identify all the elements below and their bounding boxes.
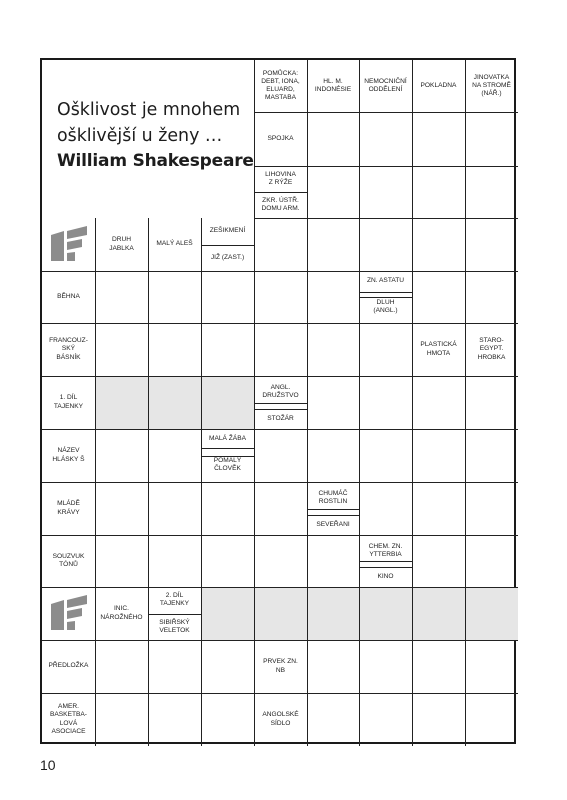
grid-line xyxy=(307,515,359,516)
grid-line xyxy=(201,245,254,246)
clue-pomaly-clovek: POMALÝ ČLOVĚK xyxy=(213,457,242,473)
clue-plasticka-hmota: PLASTICKÁ HMOTA xyxy=(420,341,457,357)
clue-predlozka: PŘEDLOŽKA xyxy=(48,662,89,670)
grid-line xyxy=(148,218,149,746)
grid-line xyxy=(42,535,518,536)
hint-clue-pomucka: POMŮCKA: DEBT, IONA, ELUARD, MASTABA xyxy=(261,69,300,102)
clue-staroegypt: STARO- EGYPT. HROBKA xyxy=(477,337,506,361)
clue-pokladna: POKLADNA xyxy=(420,81,457,89)
grid-line xyxy=(201,448,254,449)
clue-dil1: 1. DÍL TAJENKY xyxy=(53,394,84,410)
grid-line xyxy=(201,218,202,746)
solution-cell xyxy=(201,587,518,640)
grid-line xyxy=(42,482,518,483)
clue-angolske-sidlo: ANGOLSKÉ SÍDLO xyxy=(262,711,299,727)
clue-lihovina: LIHOVINA Z RÝŽE xyxy=(265,170,296,186)
grid-line xyxy=(254,192,307,193)
clue-souzvuk-tonu: SOUZVUK TÓNŮ xyxy=(52,552,85,568)
quote-author: William Shakespeare xyxy=(57,151,254,171)
grid-line xyxy=(359,60,360,746)
clue-kino: KINO xyxy=(377,573,394,581)
quote-line-1: Ošklivost je mnohem xyxy=(57,100,241,120)
publisher-logo-icon xyxy=(49,225,89,263)
grid-line xyxy=(465,60,466,746)
quote-line-2: ošklivější u ženy … xyxy=(57,125,223,146)
grid-line xyxy=(148,614,201,615)
clue-prvek-zn-nb: PRVEK ZN. NB xyxy=(263,658,298,674)
grid-line xyxy=(254,409,307,410)
clue-severani: SEVEŘANI xyxy=(316,520,350,528)
grid-line xyxy=(359,567,412,568)
clue-behna: BĚHNA xyxy=(57,292,80,300)
clue-jinovatka: JINOVATKA NA STROMĚ (NÁŘ.) xyxy=(472,73,511,98)
grid-line xyxy=(412,60,413,746)
grid-line xyxy=(359,292,412,293)
clue-chumac-rostlin: CHUMÁČ ROSTLIN xyxy=(318,490,348,506)
clue-nemocnicni-oddeleni: NEMOCNIČNÍ ODDĚLENÍ xyxy=(364,77,407,93)
page-number: 10 xyxy=(40,757,56,773)
quote xyxy=(57,98,257,175)
clue-dil2: 2. DÍL TAJENKY xyxy=(159,592,190,608)
clue-maly-ales: MALÝ ALEŠ xyxy=(156,240,193,248)
clue-angl-druzstvo: ANGL. DRUŽSTVO xyxy=(262,384,299,400)
clue-zesikmeni: ZEŠIKMENÍ xyxy=(209,227,246,235)
clue-zkr-ustr: ZKR. ÚSTŘ. DOMU ARM. xyxy=(261,196,300,212)
clue-chem-zn-ytterbia: CHEM. ZN. YTTERBIA xyxy=(368,543,403,559)
clue-mala-zaba: MALÁ ŽÁBA xyxy=(208,434,246,442)
clue-amer-basket: AMER. BASKETBA- LOVÁ ASOCIACE xyxy=(49,703,87,735)
clue-zn-astatu: ZN. ASTATU xyxy=(366,277,405,285)
clue-sibirsky-veletok: SIBIŘSKÝ VELETOK xyxy=(159,618,190,634)
clue-spojka: SPOJKA xyxy=(267,134,294,142)
clue-inic-narozneho: INIC. NÁROŽNÉHO xyxy=(100,605,143,621)
clue-druh-jablka: DRUH JABLKA xyxy=(109,236,134,252)
publisher-logo-icon xyxy=(49,594,89,632)
solution-cell xyxy=(95,376,254,429)
clue-mlade-kravy: MLÁDĚ KRÁVY xyxy=(57,500,80,516)
clue-jiz-zast: JIŽ (ZAST.) xyxy=(210,253,245,261)
clue-stozar: STOŽÁR xyxy=(267,414,294,422)
clue-dluh: DLUH (ANGL.) xyxy=(373,299,398,315)
clue-hl-m-indonesie: HL. M. INDONÉSIE xyxy=(314,77,352,93)
clue-francouzsky-basnik: FRANCOUZ- SKÝ BÁSNÍK xyxy=(49,337,88,361)
clue-nazev-hlasky: NÁZEV HLÁSKY Š xyxy=(52,447,85,463)
